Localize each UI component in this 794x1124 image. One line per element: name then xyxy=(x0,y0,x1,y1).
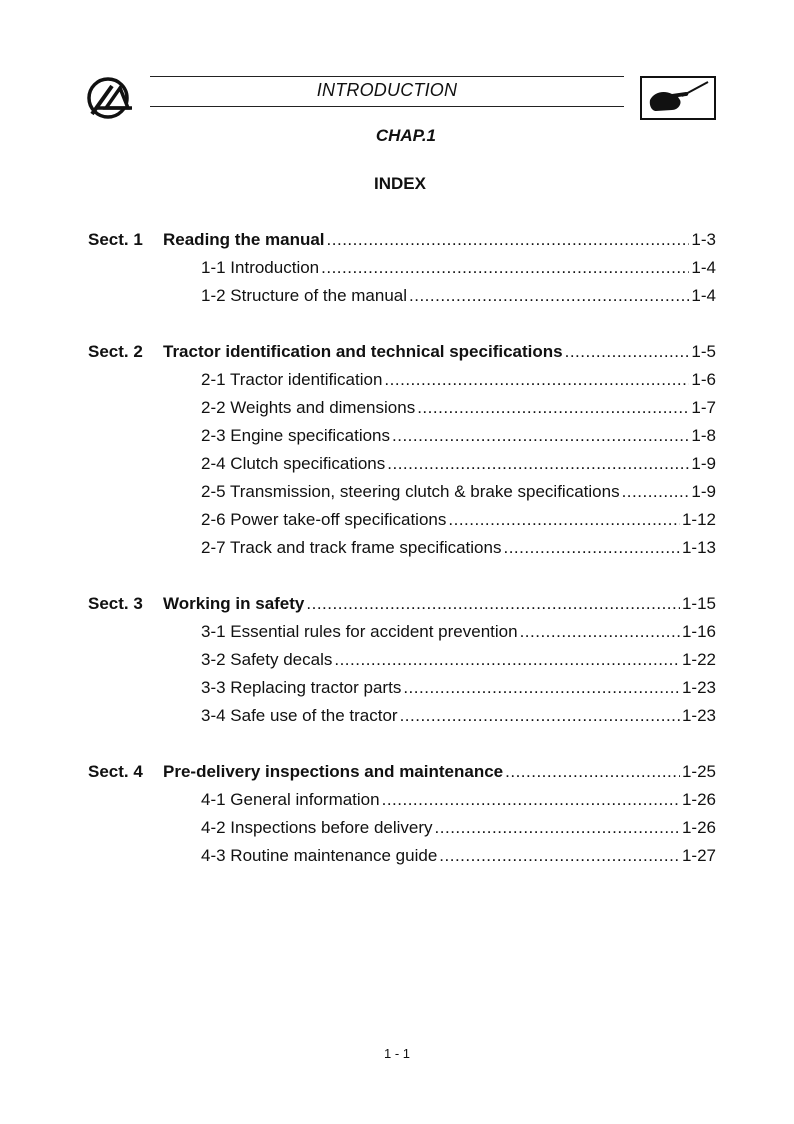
toc-subsection-row xyxy=(88,284,716,312)
leader-dots xyxy=(409,284,689,308)
toc-entry xyxy=(163,592,716,616)
toc-entry xyxy=(201,508,716,532)
leader-dots xyxy=(334,648,680,672)
page-ref: 1-26 xyxy=(681,790,716,809)
toc-entry xyxy=(201,704,716,728)
page-ref: 1-9 xyxy=(691,454,716,473)
toc-entry xyxy=(163,760,716,784)
page-ref: 1-5 xyxy=(691,342,716,361)
page-number: 1 - 1 xyxy=(383,1046,410,1061)
toc-entry xyxy=(201,788,716,812)
toc-entry xyxy=(201,452,716,476)
table-of-contents xyxy=(88,228,716,872)
toc-subsection-row xyxy=(88,648,716,676)
leader-dots xyxy=(622,480,690,504)
page-ref: 1-26 xyxy=(681,818,716,837)
leader-dots xyxy=(403,676,680,700)
toc-subsection-row xyxy=(88,704,716,732)
subsection-title: 3-1 Essential rules for accident prevention xyxy=(201,622,518,641)
leader-dots xyxy=(448,508,680,532)
toc-entry xyxy=(201,620,716,644)
section-title: Reading the manual xyxy=(163,230,325,249)
section-number: Sect. 2 xyxy=(88,342,143,361)
leader-dots xyxy=(306,592,680,616)
leader-dots xyxy=(439,844,680,868)
toc-entry xyxy=(201,424,716,448)
toc-entry xyxy=(201,536,716,560)
subsection-title: 4-2 Inspections before delivery xyxy=(201,818,433,837)
toc-entry xyxy=(201,396,716,420)
toc-subsection-row xyxy=(88,816,716,844)
toc-entry xyxy=(201,284,716,308)
page-ref: 1-6 xyxy=(691,370,716,389)
toc-subsection-row xyxy=(88,620,716,648)
page-ref: 1-7 xyxy=(691,398,716,417)
index-title: INDEX xyxy=(374,174,426,193)
leader-dots xyxy=(520,620,680,644)
subsection-title: 2-6 Power take-off specifications xyxy=(201,510,447,529)
page-ref: 1-23 xyxy=(681,678,716,697)
toc-entry xyxy=(201,676,716,700)
toc-entry xyxy=(201,368,716,392)
toc-section-row xyxy=(88,760,716,788)
leader-dots xyxy=(321,256,689,280)
subsection-title: 1-2 Structure of the manual xyxy=(201,286,408,305)
toc-subsection-row xyxy=(88,536,716,564)
subsection-title: 2-1 Tractor identification xyxy=(201,370,383,389)
subsection-title: 3-2 Safety decals xyxy=(201,650,333,669)
subsection-title: 2-4 Clutch specifications xyxy=(201,454,386,473)
leader-dots xyxy=(435,816,680,840)
subsection-title: 2-5 Transmission, steering clutch & brake specifications xyxy=(201,482,620,501)
toc-subsection-row xyxy=(88,844,716,872)
toc-section-row xyxy=(88,592,716,620)
subsection-title: 2-3 Engine specifications xyxy=(201,426,391,445)
leader-dots xyxy=(382,788,680,812)
leader-dots xyxy=(505,760,680,784)
pointing-hand-icon xyxy=(642,78,714,118)
page-ref: 1-4 xyxy=(691,258,716,277)
page-ref: 1-15 xyxy=(681,594,716,613)
section-number: Sect. 1 xyxy=(88,230,143,249)
header-rule-top xyxy=(150,76,624,77)
leader-dots xyxy=(327,228,690,252)
leader-dots xyxy=(387,452,689,476)
page-ref: 1-4 xyxy=(691,286,716,305)
toc-subsection-row xyxy=(88,396,716,424)
page-ref: 1-12 xyxy=(681,510,716,529)
toc-section-row xyxy=(88,228,716,256)
toc-entry xyxy=(201,480,716,504)
section-title: Tractor identification and technical specifications xyxy=(163,342,563,361)
toc-subsection-row xyxy=(88,256,716,284)
toc-entry xyxy=(201,844,716,868)
toc-entry xyxy=(201,256,716,280)
leader-dots xyxy=(392,424,689,448)
section-title: Working in safety xyxy=(163,594,305,613)
section-number: Sect. 3 xyxy=(88,594,143,613)
page-ref: 1-23 xyxy=(681,706,716,725)
section-title: Pre-delivery inspections and maintenance xyxy=(163,762,504,781)
subsection-title: 3-4 Safe use of the tractor xyxy=(201,706,398,725)
page-ref: 1-16 xyxy=(681,622,716,641)
leader-dots xyxy=(417,396,689,420)
subsection-title: 4-3 Routine maintenance guide xyxy=(201,846,438,865)
toc-entry xyxy=(163,340,716,364)
toc-subsection-row xyxy=(88,676,716,704)
toc-entry xyxy=(163,228,716,252)
page-ref: 1-13 xyxy=(681,538,716,557)
leader-dots xyxy=(565,340,690,364)
toc-subsection-row xyxy=(88,452,716,480)
header-title: INTRODUCTION xyxy=(316,80,458,100)
toc-subsection-row xyxy=(88,424,716,452)
toc-subsection-row xyxy=(88,788,716,816)
subsection-title: 2-2 Weights and dimensions xyxy=(201,398,416,417)
manual-icon-box xyxy=(640,76,716,120)
section-number: Sect. 4 xyxy=(88,762,143,781)
page-ref: 1-9 xyxy=(691,482,716,501)
toc-subsection-row xyxy=(88,368,716,396)
subsection-title: 3-3 Replacing tractor parts xyxy=(201,678,402,697)
leader-dots xyxy=(400,704,680,728)
toc-entry xyxy=(201,648,716,672)
page-ref: 1-25 xyxy=(681,762,716,781)
brand-logo-icon xyxy=(86,72,134,122)
subsection-title: 1-1 Introduction xyxy=(201,258,320,277)
subsection-title: 2-7 Track and track frame specifications xyxy=(201,538,502,557)
leader-dots xyxy=(503,536,680,560)
toc-entry xyxy=(201,816,716,840)
toc-subsection-row xyxy=(88,480,716,508)
page-ref: 1-22 xyxy=(681,650,716,669)
page-ref: 1-3 xyxy=(691,230,716,249)
toc-subsection-row xyxy=(88,508,716,536)
page-ref: 1-27 xyxy=(681,846,716,865)
chapter-label: CHAP.1 xyxy=(375,126,436,145)
toc-section-row xyxy=(88,340,716,368)
leader-dots xyxy=(384,368,689,392)
page-ref: 1-8 xyxy=(691,426,716,445)
header-rule-bottom xyxy=(150,106,624,107)
subsection-title: 4-1 General information xyxy=(201,790,380,809)
